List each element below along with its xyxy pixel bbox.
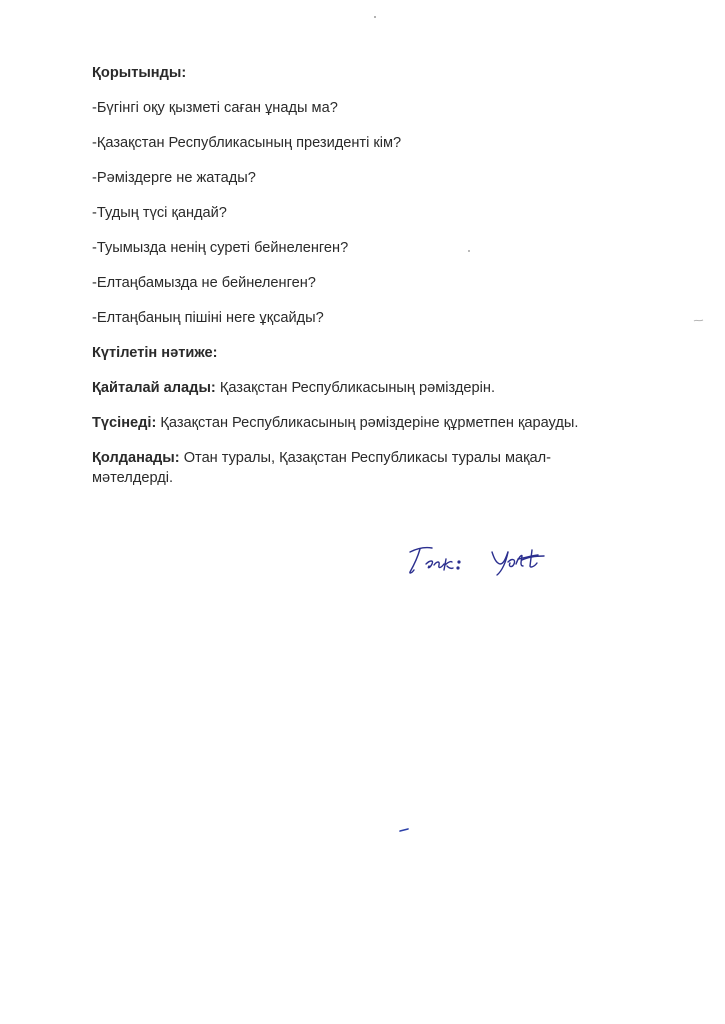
expected-result-heading: Күтілетін нәтиже: bbox=[92, 345, 218, 361]
outcome-label: Түсінеді: bbox=[92, 415, 157, 431]
conclusion-heading: Қорытынды: bbox=[92, 65, 187, 81]
question-item: -Туымызда ненің суреті бейнеленген? bbox=[92, 240, 349, 256]
question-item: -Қазақстан Республикасының президенті кім? bbox=[92, 135, 402, 151]
question-item: -Бүгінгі оқу қызметі саған ұнады ма? bbox=[92, 100, 338, 116]
scan-mark bbox=[398, 826, 412, 834]
outcome-understand bbox=[92, 413, 652, 433]
outcome-apply bbox=[92, 448, 592, 488]
scan-mark bbox=[692, 316, 706, 326]
question-item: -Елтаңбаның пішіні неге ұқсайды? bbox=[92, 310, 324, 326]
outcome-text: Қазақстан Республикасының рәміздеріне құрметпен қарауды. bbox=[156, 415, 579, 431]
outcome-text: Қазақстан Республикасының рәміздерін. bbox=[215, 380, 496, 396]
handwritten-signature bbox=[404, 538, 554, 588]
document-body bbox=[92, 63, 652, 503]
outcome-repeat bbox=[92, 378, 652, 398]
scan-mark bbox=[466, 248, 472, 254]
question-item: -Елтаңбамызда не бейнеленген? bbox=[92, 275, 316, 291]
outcome-text: Отан туралы, Қазақстан Республикасы туралы мақал-мәтелдерді. bbox=[92, 450, 552, 486]
outcome-label: Қайталай алады: bbox=[92, 380, 216, 396]
question-item: -Тудың түсі қандай? bbox=[92, 205, 227, 221]
question-item: -Рәміздерге не жатады? bbox=[92, 170, 256, 186]
outcome-label: Қолданады: bbox=[92, 450, 180, 466]
scan-mark bbox=[372, 14, 378, 20]
